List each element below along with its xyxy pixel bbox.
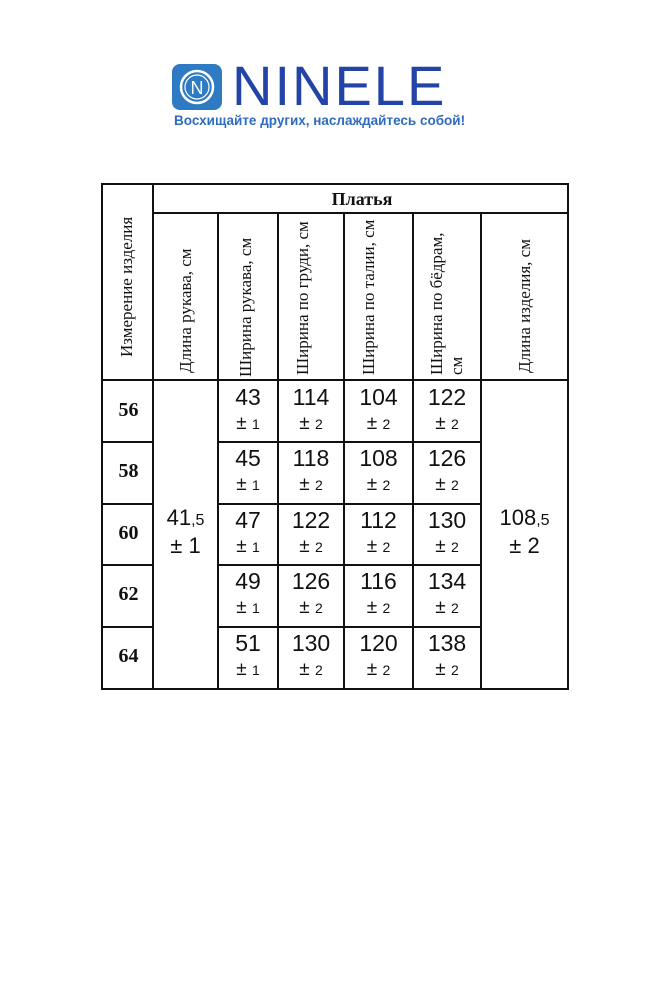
plus-minus-sign: ±	[435, 474, 446, 496]
logo-mark-letter: N	[190, 78, 204, 98]
tolerance-amount: 2	[314, 477, 323, 494]
plus-minus-sign: ±	[435, 658, 446, 680]
sleeve-length-decimal: ,5	[191, 512, 205, 529]
cell-waist-tolerance	[345, 474, 412, 496]
cell-chest: 126	[291, 568, 331, 595]
logo-mark-icon	[172, 64, 222, 110]
cell-hips-tolerance	[414, 413, 480, 435]
size-label: 64	[118, 644, 139, 667]
tolerance-amount: 2	[450, 661, 459, 678]
cell-chest: 118	[292, 445, 330, 472]
cell-waist: 120	[359, 629, 398, 656]
cell-chest: 122	[291, 506, 331, 533]
col-header-chest: Ширина по груди, см	[293, 221, 312, 375]
cell-chest: 114	[292, 384, 330, 410]
cell-hips: 138	[427, 629, 467, 656]
col-header-hips: Ширина по бёдрам, см	[427, 232, 466, 375]
cell-waist: 108	[359, 445, 398, 472]
cell-sleeve-width: 47	[235, 506, 261, 533]
size-label: 58	[118, 460, 139, 483]
row-divider-values	[217, 441, 482, 443]
cell-hips: 122	[427, 384, 467, 410]
brand-slogan: Восхищайте других, наслаждайтесь собой!	[174, 113, 466, 128]
tolerance-amount: 2	[382, 416, 391, 432]
size-label: 56	[118, 399, 139, 421]
plus-minus-sign: ±	[435, 597, 446, 619]
row-divider-size	[103, 441, 152, 443]
col-header-sleeve-length: Длина рукава, см	[176, 248, 195, 373]
plus-minus-sign: ±	[299, 597, 310, 619]
cell-sleeve-width-tolerance	[219, 474, 277, 496]
plus-minus-sign: ±	[236, 535, 247, 557]
plus-minus-sign: ±	[366, 658, 378, 680]
plus-minus-sign: ±	[299, 413, 310, 434]
col-header-waist: Ширина по талии, см	[359, 219, 378, 375]
cell-waist-tolerance	[345, 413, 412, 435]
cell-waist-tolerance	[345, 597, 412, 619]
tolerance-amount: 2	[314, 600, 323, 617]
cell-sleeve-width-tolerance	[219, 413, 277, 435]
cell-hips-tolerance	[414, 536, 480, 558]
tolerance-amount: 2	[450, 538, 459, 555]
col-header-sleeve-width: Ширина рукава, см	[236, 237, 255, 377]
cell-chest-tolerance	[279, 474, 343, 496]
sleeve-length-cell	[154, 505, 217, 559]
tolerance-amount: 2	[382, 661, 391, 678]
size-label: 60	[118, 521, 139, 544]
row-divider-values	[217, 503, 482, 505]
cell-sleeve-width-tolerance	[219, 536, 277, 558]
cell-hips: 130	[427, 506, 467, 533]
plus-minus-sign: ±	[366, 597, 378, 619]
cell-sleeve-width: 49	[235, 568, 261, 595]
corner-header: Измерение изделия	[117, 216, 136, 357]
cell-chest-tolerance	[279, 536, 343, 558]
sleeve-length-tolerance: ± 1	[170, 533, 201, 558]
cell-hips-tolerance	[414, 597, 480, 619]
row-divider-size	[103, 626, 152, 628]
divider-col-5	[480, 214, 482, 688]
plus-minus-sign: ±	[366, 474, 378, 496]
cell-hips: 126	[427, 445, 467, 472]
size-chart-table	[101, 183, 569, 690]
size-label: 62	[118, 583, 139, 606]
row-divider-size	[103, 564, 152, 566]
plus-minus-sign: ±	[435, 535, 446, 557]
plus-minus-sign: ±	[236, 413, 247, 434]
plus-minus-sign: ±	[299, 474, 310, 496]
row-divider-values	[217, 626, 482, 628]
cell-sleeve-width-tolerance	[219, 597, 277, 619]
plus-minus-sign: ±	[236, 658, 247, 680]
cell-hips-tolerance	[414, 474, 480, 496]
cell-waist: 116	[360, 568, 397, 595]
row-divider-values	[217, 564, 482, 566]
tolerance-amount: 2	[450, 600, 459, 617]
cell-sleeve-width: 43	[235, 384, 261, 410]
tolerance-amount: 1	[251, 416, 260, 432]
brand-wordmark: NINELE	[232, 54, 447, 117]
cell-chest-tolerance	[279, 413, 343, 435]
divider-header-bottom	[103, 379, 567, 381]
product-length-value: 108	[499, 505, 537, 530]
tolerance-amount: 2	[450, 477, 459, 494]
cell-sleeve-width-tolerance	[219, 659, 277, 681]
tolerance-amount: 2	[314, 661, 323, 678]
cell-chest-tolerance	[279, 659, 343, 681]
tolerance-amount: 1	[251, 538, 260, 555]
cell-waist-tolerance	[345, 536, 412, 558]
plus-minus-sign: ±	[236, 597, 247, 619]
tolerance-amount: 2	[450, 416, 459, 432]
product-length-tolerance: ± 2	[509, 533, 540, 558]
cell-waist-tolerance	[345, 659, 412, 681]
plus-minus-sign: ±	[366, 413, 378, 434]
cell-chest-tolerance	[279, 597, 343, 619]
plus-minus-sign: ±	[299, 658, 310, 680]
group-title: Платья	[331, 189, 393, 209]
tolerance-amount: 1	[251, 600, 260, 617]
cell-waist: 104	[359, 384, 398, 410]
product-length-cell	[482, 505, 567, 559]
plus-minus-sign: ±	[366, 535, 378, 557]
tolerance-amount: 1	[251, 477, 260, 494]
cell-sleeve-width: 45	[235, 445, 261, 472]
divider-size-column	[152, 185, 154, 688]
tolerance-amount: 2	[314, 416, 323, 432]
cell-chest: 130	[291, 629, 331, 656]
tolerance-amount: 2	[382, 477, 391, 494]
cell-waist: 112	[360, 506, 397, 533]
tolerance-amount: 2	[314, 538, 323, 555]
cell-hips-tolerance	[414, 659, 480, 681]
product-length-decimal: ,5	[536, 512, 550, 529]
col-header-product-length: Длина изделия, см	[515, 239, 534, 373]
sleeve-length-value: 41	[166, 505, 192, 530]
plus-minus-sign: ±	[299, 535, 310, 557]
cell-sleeve-width: 51	[235, 629, 261, 656]
brand-logo	[172, 54, 502, 132]
plus-minus-sign: ±	[435, 413, 446, 434]
tolerance-amount: 2	[382, 600, 391, 617]
tolerance-amount: 2	[382, 538, 391, 555]
tolerance-amount: 1	[251, 661, 260, 678]
cell-hips: 134	[427, 568, 467, 595]
row-divider-size	[103, 503, 152, 505]
plus-minus-sign: ±	[236, 474, 247, 496]
